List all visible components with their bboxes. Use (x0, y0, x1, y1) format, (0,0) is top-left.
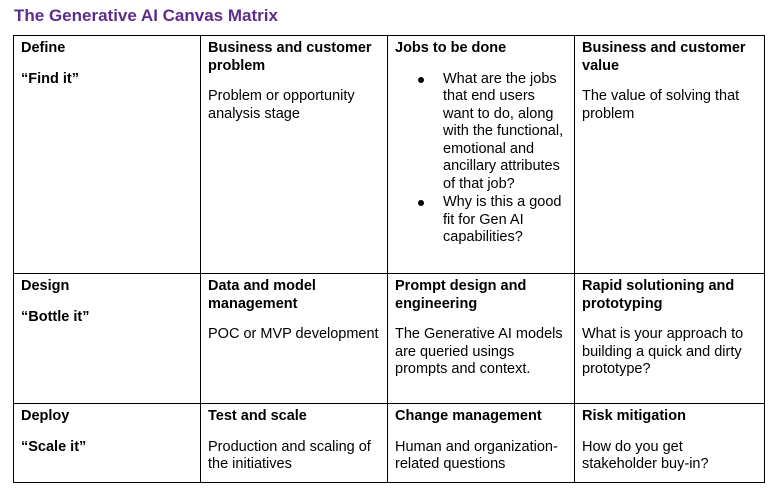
stage-label: Design (21, 278, 70, 294)
bullet-list (395, 71, 567, 247)
cell-description: The Generative AI models are queried usings prompts and context. (395, 326, 563, 377)
cell-description: What is your approach to building a quick and dirty prototype? (582, 326, 744, 377)
bullet-text: Why is this a good fit for Gen AI capabilities? (443, 194, 562, 245)
matrix-row-deploy (14, 404, 765, 483)
cell-business-customer-value (575, 36, 765, 274)
stage-tag: “Scale it” (21, 438, 87, 455)
cell-heading: Prompt design and engineering (395, 278, 527, 312)
cell-business-customer-problem (201, 36, 388, 274)
bullet-text: What are the jobs that end users want to do, along with the functional, emotional and ancillary attributes of that job? (443, 70, 564, 192)
stage-tag: “Bottle it” (21, 308, 90, 325)
cell-heading: Business and customer value (582, 40, 746, 74)
cell-prompt-design (388, 274, 575, 404)
stage-label: Deploy (21, 408, 70, 424)
stage-cell-deploy (14, 404, 201, 483)
cell-description: POC or MVP development (208, 326, 379, 342)
cell-heading: Rapid solutioning and prototyping (582, 278, 735, 312)
bullet-dot-icon (418, 200, 424, 206)
bullet-dot-icon (418, 77, 424, 83)
cell-description: How do you get stakeholder buy-in? (582, 438, 709, 472)
cell-change-management (388, 404, 575, 483)
page-title: The Generative AI Canvas Matrix (14, 6, 278, 25)
cell-heading: Test and scale (208, 408, 307, 424)
cell-description: The value of solving that problem (582, 88, 740, 122)
cell-test-and-scale (201, 404, 388, 483)
cell-data-model-management (201, 274, 388, 404)
cell-heading: Change management (395, 408, 542, 424)
cell-risk-mitigation (575, 404, 765, 483)
cell-description: Production and scaling of the initiatives (208, 438, 371, 472)
bullet-item (443, 194, 567, 247)
matrix-row-define (14, 36, 765, 274)
matrix-row-design (14, 274, 765, 404)
cell-description: Problem or opportunity analysis stage (208, 88, 355, 122)
stage-label: Define (21, 40, 66, 56)
cell-description: Human and organization-related questions (395, 438, 558, 472)
bullet-item (443, 71, 567, 194)
stage-tag: “Find it” (21, 70, 79, 87)
cell-heading: Jobs to be done (395, 40, 507, 56)
cell-heading: Business and customer problem (208, 40, 372, 74)
cell-jobs-to-be-done (388, 36, 575, 274)
cell-heading: Data and model management (208, 278, 316, 312)
stage-cell-design (14, 274, 201, 404)
canvas-matrix-table (13, 35, 765, 483)
cell-rapid-solutioning (575, 274, 765, 404)
cell-heading: Risk mitigation (582, 408, 686, 424)
stage-cell-define (14, 36, 201, 274)
